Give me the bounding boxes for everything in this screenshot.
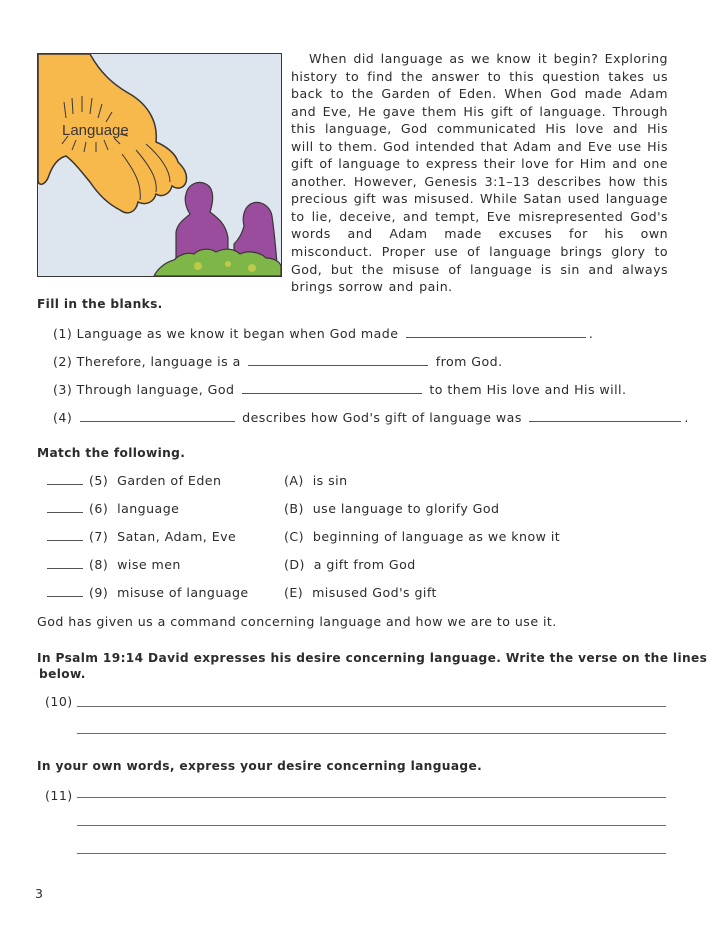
match-right-a: (A) is sin [284,473,348,488]
answer-blank-4b[interactable] [529,409,681,422]
command-statement: God has given us a command concerning language and how we are to use it. [37,614,557,629]
match-right-e: (E) misused God's gift [284,585,437,600]
answer-blank-4a[interactable] [80,409,235,422]
match-answer-blank[interactable] [47,585,83,597]
own-words-heading: In your own words, express your desire concerning language. [37,759,483,773]
matching-heading: Match the following. [37,446,186,460]
match-left-5: (5) Garden of Eden [47,473,221,488]
page-number: 3 [35,886,43,901]
intro-paragraph: When did language as we know it begin? Exploring history to find the answer to this question takes us back to the Garden of Eden. When God made Adam and Eve, He gave them His gift of language. Through this language, God communicated His love and His will to them. God intended that Adam and Eve use His gift of language to express their love for Him and one another. However, Genesis 3:1–13 describes how this precious gift was misused. While Satan used language to lie, deceive, and tempt, Eve misrepresented God's words and Adam made excuses for his own misconduct. Proper use of language brings glory to God, but the misuse of language is sin and always brings sorrow and pain. [291,51,668,295]
answer-line-10b[interactable] [77,733,666,734]
match-left-8: (8) wise men [47,557,181,572]
match-answer-blank[interactable] [47,473,83,485]
match-left-7: (7) Satan, Adam, Eve [47,529,236,544]
psalm-heading-line2: below. [39,667,86,681]
psalm-heading-line1: In Psalm 19:14 David expresses his desire concerning language. Write the verse on the lines [37,651,708,665]
match-right-b: (B) use language to glorify God [284,501,500,516]
fill-blanks-heading: Fill in the blanks. [37,297,163,311]
match-right-d: (D) a gift from God [284,557,416,572]
question-11-label: (11) [45,788,73,803]
fill-blank-item-2: (2) Therefore, language is a from God. [53,354,503,369]
match-answer-blank[interactable] [47,501,83,513]
match-left-6: (6) language [47,501,179,516]
match-answer-blank[interactable] [47,529,83,541]
fill-blank-item-4: (4) describes how God's gift of language was . [53,410,689,425]
hand-label: Language [62,122,129,139]
match-answer-blank[interactable] [47,557,83,569]
answer-line-11b[interactable] [77,825,666,826]
hand-giving-language-illustration [38,54,281,276]
fill-blank-item-1: (1) Language as we know it began when God made . [53,326,594,341]
question-10-label: (10) [45,694,73,709]
language-illustration [37,53,282,277]
answer-blank-1[interactable] [406,325,586,338]
answer-line-11c[interactable] [77,853,666,854]
match-right-c: (C) beginning of language as we know it [284,529,561,544]
fill-blank-item-3: (3) Through language, God to them His love and His will. [53,382,627,397]
answer-line-11a[interactable] [77,797,666,798]
answer-blank-3[interactable] [242,381,422,394]
answer-blank-2[interactable] [248,353,428,366]
answer-line-10a[interactable] [77,706,666,707]
match-left-9: (9) misuse of language [47,585,249,600]
